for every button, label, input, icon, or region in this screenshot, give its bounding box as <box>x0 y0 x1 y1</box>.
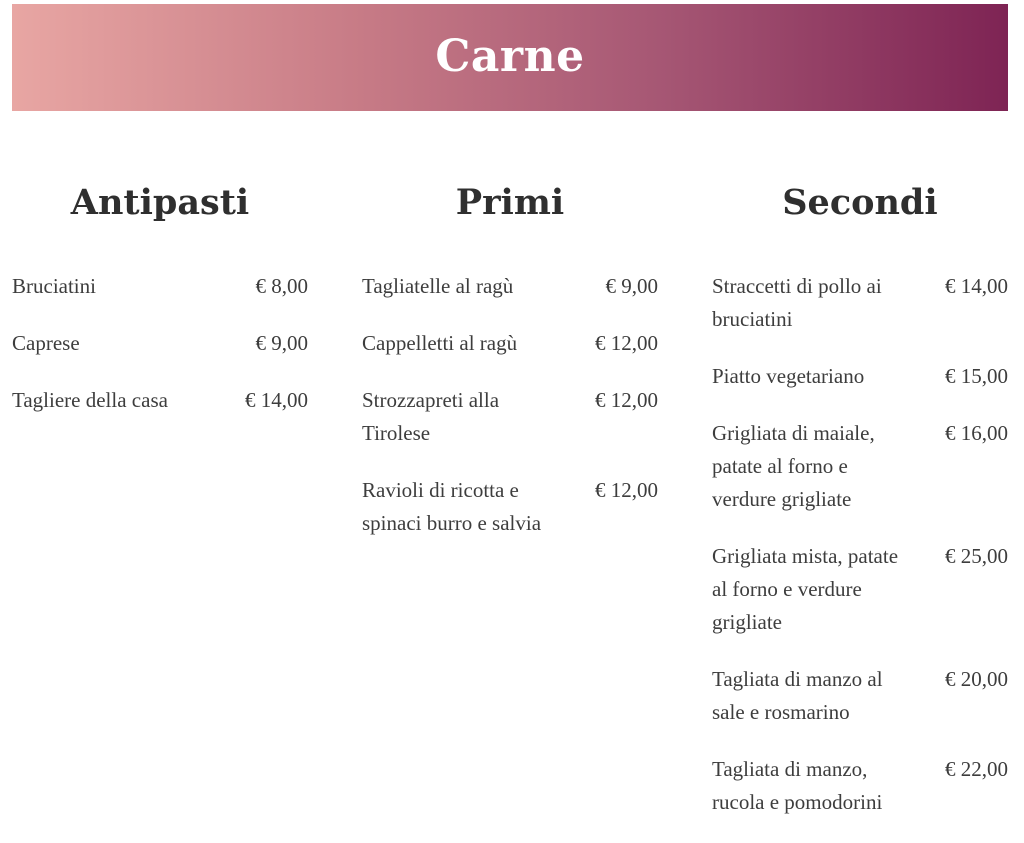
menu-item <box>12 270 308 303</box>
menu-item-price: € 14,00 <box>245 388 308 412</box>
menu-item-price: € 20,00 <box>945 667 1008 691</box>
menu-item <box>712 360 1008 393</box>
section-title-secondi: Secondi <box>782 182 938 223</box>
menu-item-price: € 9,00 <box>605 274 658 298</box>
page-title: Carne <box>435 31 585 82</box>
menu-item-name: Tagliata di manzo al sale e rosmarino <box>712 667 883 724</box>
menu-item-name: Tagliatelle al ragù <box>362 274 514 298</box>
menu-item-price: € 12,00 <box>595 478 658 502</box>
menu-item-price: € 15,00 <box>945 364 1008 388</box>
menu-item-price: € 9,00 <box>255 331 308 355</box>
menu-item-name: Tagliata di manzo, rucola e pomodorini <box>712 757 883 814</box>
menu-item <box>362 384 658 450</box>
menu-item-price: € 22,00 <box>945 757 1008 781</box>
menu-item-name: Tagliere della casa <box>12 388 168 412</box>
menu-item-price: € 12,00 <box>595 388 658 412</box>
section-primi <box>362 180 658 843</box>
menu-item <box>712 753 1008 819</box>
menu-item-price: € 12,00 <box>595 331 658 355</box>
menu-item-name: Strozzapreti alla Tirolese <box>362 388 500 445</box>
menu-item-name: Cappelletti al ragù <box>362 331 518 355</box>
menu-item-price: € 25,00 <box>945 544 1008 568</box>
menu-item-price: € 16,00 <box>945 421 1008 445</box>
menu-item-name: Grigliata di maiale, patate al forno e verdure grigliate <box>712 421 875 511</box>
menu-item <box>12 384 308 417</box>
section-title-primi: Primi <box>455 182 565 223</box>
menu-item-name: Straccetti di pollo ai bruciatini <box>712 274 882 331</box>
menu-item-name: Ravioli di ricotta e spinaci burro e salvia <box>362 478 542 535</box>
menu-item-price: € 8,00 <box>255 274 308 298</box>
menu-item <box>712 270 1008 336</box>
menu-item-name: Bruciatini <box>12 274 96 298</box>
menu-item-name: Piatto vegetariano <box>712 364 865 388</box>
section-antipasti <box>12 180 308 843</box>
menu-item-name: Grigliata mista, patate al forno e verdure grigliate <box>712 544 899 634</box>
menu-columns <box>12 180 1008 843</box>
section-title-antipasti: Antipasti <box>70 182 250 223</box>
menu-item <box>712 540 1008 639</box>
menu-item <box>362 327 658 360</box>
section-secondi <box>712 180 1008 843</box>
category-banner <box>12 4 1008 111</box>
menu-item <box>712 663 1008 729</box>
menu-item <box>12 327 308 360</box>
menu-item-price: € 14,00 <box>945 274 1008 298</box>
menu-item <box>362 270 658 303</box>
menu-item <box>362 474 658 540</box>
menu-item <box>712 417 1008 516</box>
menu-item-name: Caprese <box>12 331 80 355</box>
